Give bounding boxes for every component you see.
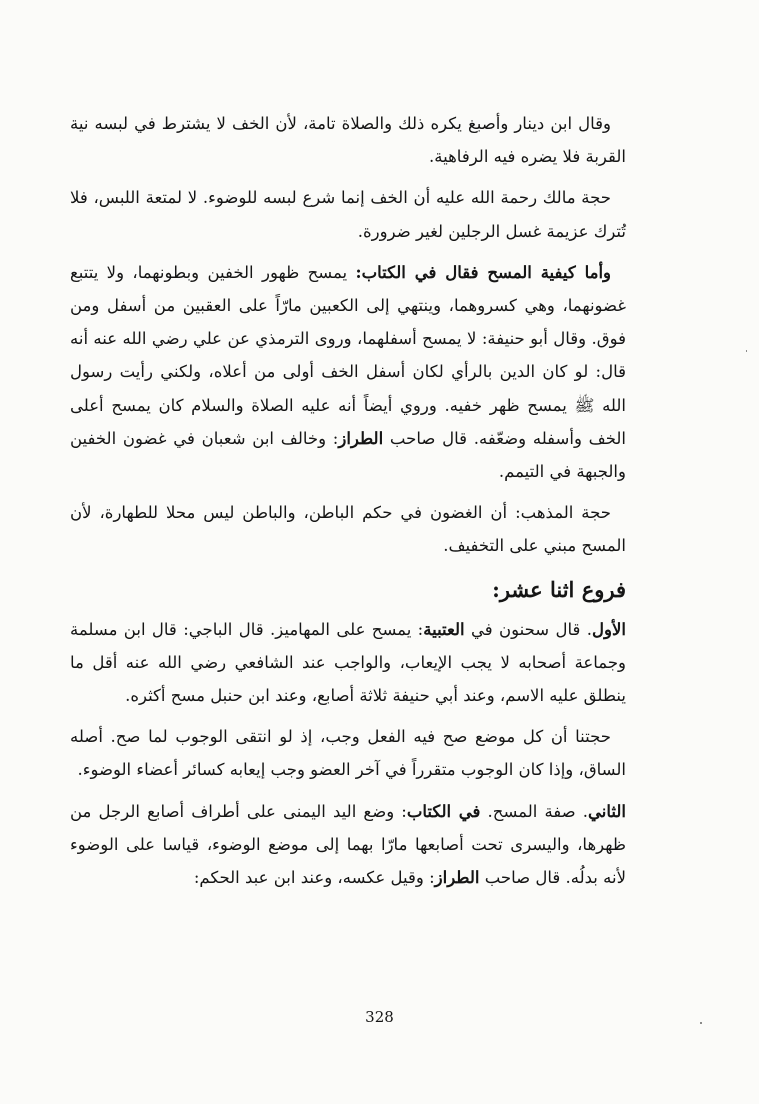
paragraph-2: حجة مالك رحمة الله عليه أن الخف إنما شرع لبسه للوضوء. لا لمتعة اللبس، فلا تُترك عزيمة غسل الرجلين لغير ضرورة. bbox=[70, 188, 626, 241]
paragraph-4: حجة المذهب: أن الغضون في حكم الباطن، والباطن ليس محلا للطهارة، لأن المسح مبني على التخفيف. bbox=[70, 503, 626, 556]
scan-speck bbox=[700, 1022, 702, 1024]
page-body bbox=[70, 107, 626, 902]
scan-speck bbox=[746, 350, 747, 352]
paragraph-3: وأما كيفية المسح فقال في الكتاب: يمسح ظهور الخفين وبطونهما، ولا يتتبع غضونهما، وهي كسروهما، وينتهي إلى الكعبين مارّاً على العقبين من أسفل ومن فوق. وقال أبو حنيفة: لا يمسح أسفلهما، وروى الترمذي عن علي رضي الله عنه أنه قال: لو كان الدين بالرأي لكان أسفل الخف أولى من أعلاه، ولكني رأيت رسول الله ﷺ يمسح ظهر خفيه. وروي أيضاً أنه عليه الصلاة والسلام كان يمسح أعلى الخف وأسفله وضعّفه. قال صاحب الطراز: وخالف ابن شعبان في غضون الخفين والجبهة في التيمم. bbox=[70, 262, 626, 482]
paragraph-1: وقال ابن دينار وأصبغ يكره ذلك والصلاة تامة، لأن الخف لا يشترط في لبسه نية القربة فلا يضره فيه الرفاهية. bbox=[70, 114, 626, 167]
paragraph-6: حجتنا أن كل موضع صح فيه الفعل وجب، إذ لو انتقى الوجوب لما صح. أصله الساق، وإذا كان الوجوب متقرراً في آخر العضو وجب إيعابه كسائر أعضاء الوضوء. bbox=[70, 727, 626, 780]
paragraph-5: الأول. قال سحنون في العتبية: يمسح على المهاميز. قال الباجي: قال ابن مسلمة وجماعة أصحابه لا يجب الإيعاب، والواجب عند الشافعي رضي الله عنه أقل ما ينطلق عليه الاسم، وعند أبي حنيفة ثلاثة أصابع، وعند ابن حنبل مسح أكثره. bbox=[70, 619, 626, 706]
paragraph-7: الثاني. صفة المسح. في الكتاب: وضع اليد اليمنى على أطراف أصابع الرجل من ظهرها، واليسرى تحت أصابعها مارّا بهما إلى موضع الوضوء، قياسا على الوضوء لأنه بدلُه. قال صاحب الطراز: وقيل عكسه، وعند ابن عبد الحكم: bbox=[70, 801, 626, 888]
section-heading: فروع اثنا عشر: bbox=[492, 576, 626, 602]
page-number: 328 bbox=[365, 1008, 394, 1026]
